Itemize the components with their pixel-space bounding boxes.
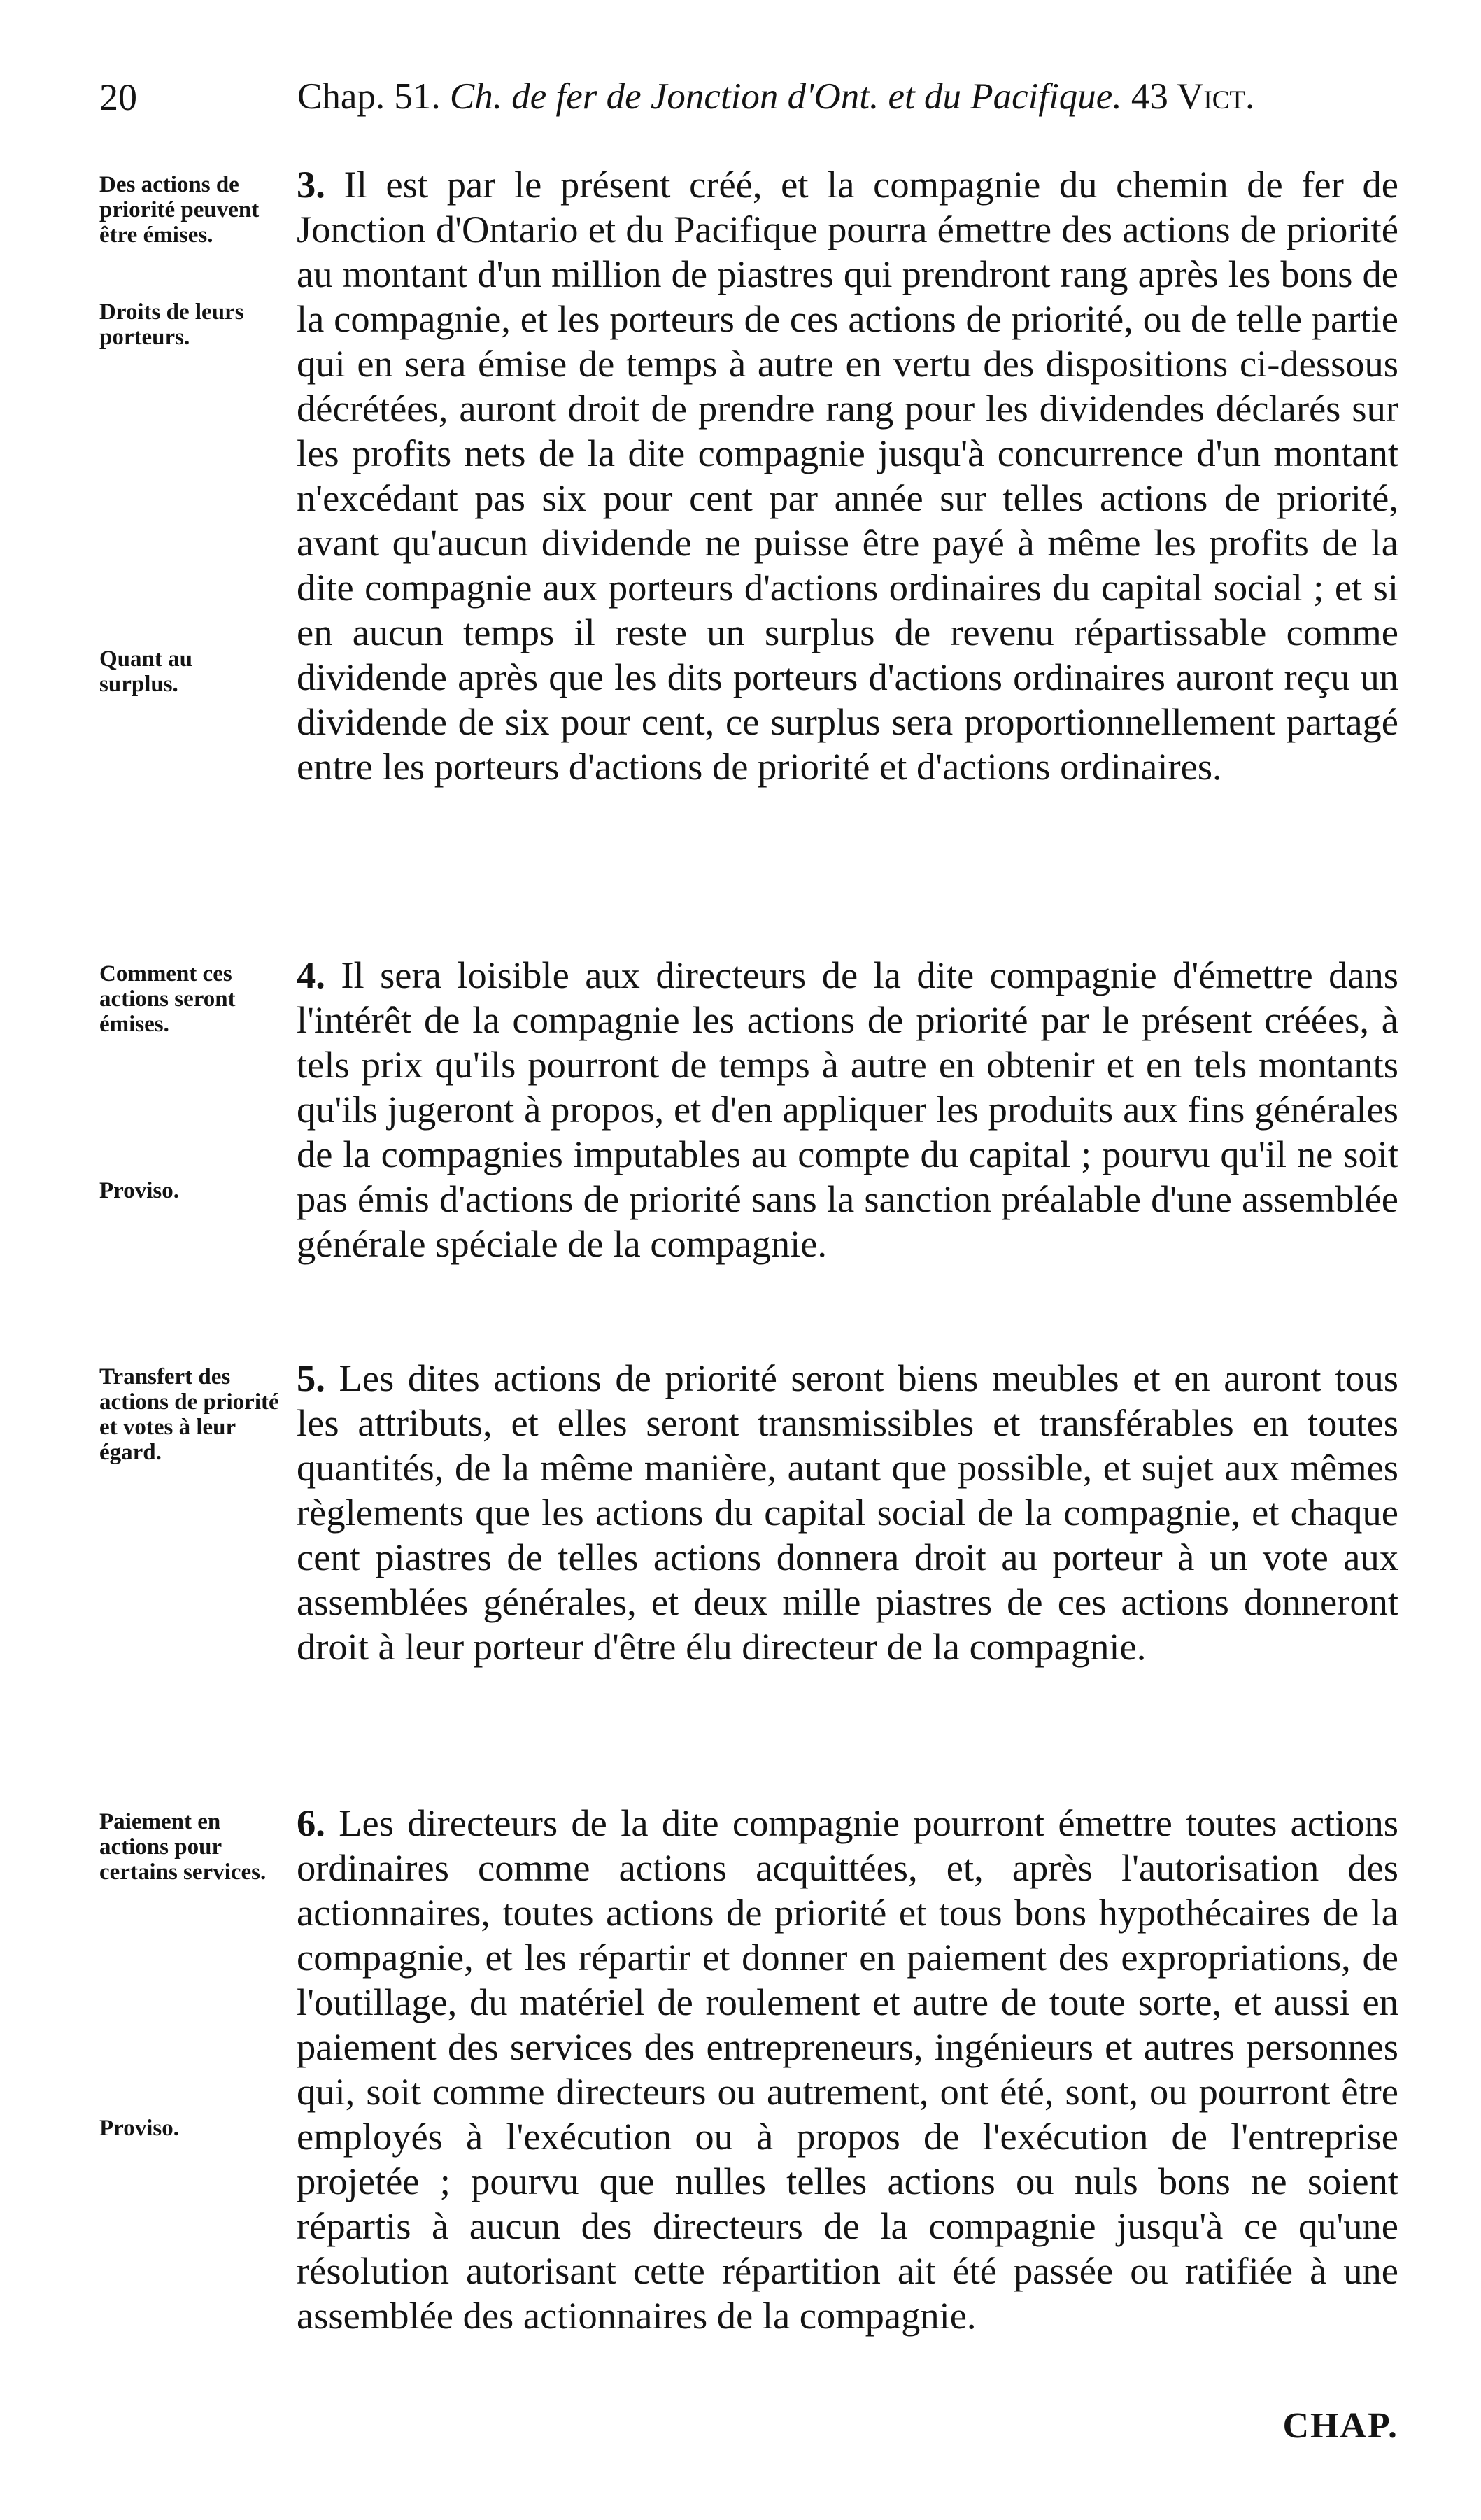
section-body: Les directeurs de la dite compagnie pourront émettre toutes actions ordinaires comme actions acquittées, et, après l'autorisation des actionnaires, toutes actions de priorité et tous bons hypothécaires de la compagnie, et les répartir et donner en paiement des expropriations, de l'outillage, du matériel de roulement et autre de toute sorte, et aussi en paiement des services des entrepreneurs, ingénieurs et autres personnes qui, soit comme directeurs ou autrement, ont été, sont, ou pourront être employés à l'exécution ou à propos de l'exécution de l'entreprise projetée ; pourvu que nulles telles actions ou nuls bons ne soient répartis à aucun des directeurs de la compagnie jusqu'à ce qu'une résolution autorisant cette répartition ait été passée ou ratifiée à une assemblée des actionnaires de la compagnie. bbox=[297, 1801, 1398, 2337]
section-body: Les dites actions de priorité seront biens meubles et en auront tous les attributs, et elles seront transmissibles et transférables en toutes quantités, de la même manière, autant que possible, et sujet aux mêmes règlements que les actions du capital social de la compagnie, et chaque cent piastres de telles actions donnera droit au porteur à un vote aux assemblées générales, et deux mille piastres de ces actions donneront droit à leur porteur d'être élu directeur de la compagnie. bbox=[297, 1357, 1399, 1668]
marginal-note: Des actions de priorité peuvent être émises. bbox=[99, 172, 260, 248]
page-number: 20 bbox=[99, 76, 137, 118]
section-text bbox=[297, 1356, 1398, 1669]
marginal-note: Droits de leurs porteurs. bbox=[99, 299, 244, 350]
section-5 bbox=[99, 1356, 1401, 1762]
running-title bbox=[297, 76, 1254, 118]
section-body: Il est par le présent créé, et la compagnie du chemin de fer de Jonction d'Ontario et du Pacifique pourra émettre des actions de priorité au montant d'un million de piastres qui prendront rang après les bons de la compagnie, et les porteurs de ces actions de priorité, ou de telle partie qui en sera émise de temps à autre en vertu des dispositions ci-dessous décrétées, auront droit de prendre rang pour les dividendes déclarés sur les profits nets de la dite compagnie jusqu'à concurrence d'un montant n'excédant pas six pour cent par année sur telles actions de priorité, avant qu'aucun dividende ne puisse être payé à même les profits de la dite compagnie aux porteurs d'actions ordinaires du capital social ; et si en aucun temps il reste un surplus de revenu répartissable comme dividende après que les dits porteurs d'actions ordinaires auront reçu un dividende de six pour cent, ce surplus sera proportionnellement partagé entre les porteurs d'actions de priorité et d'actions ordinaires. bbox=[297, 163, 1398, 788]
section-text bbox=[297, 953, 1398, 1266]
section-number: 5. bbox=[297, 1357, 325, 1399]
section-body: Il sera loisible aux directeurs de la dite compagnie d'émettre dans l'intérêt de la compagnie les actions de priorité par le présent créées, à tels prix qu'ils pourront de temps à autre en obtenir et en tels montants qu'ils jugeront à propos, et d'en appliquer les produits aux fins générales de la compagnies imputables au compte du capital ; pourvu qu'il ne soit pas émis d'actions de priorité sans la sanction préalable d'une assemblée générale spéciale de la compagnie. bbox=[297, 954, 1398, 1265]
act-title: Ch. de fer de Jonction d'Ont. et du Pacifique. bbox=[449, 76, 1122, 117]
chapter-label: Chap. 51. bbox=[297, 76, 441, 117]
section-number: 6. bbox=[297, 1801, 325, 1844]
regnal-year: 43 Vict. bbox=[1131, 76, 1255, 117]
section-6 bbox=[99, 1801, 1401, 2402]
section-4 bbox=[99, 953, 1401, 1317]
section-number: 4. bbox=[297, 954, 325, 996]
marginal-note: Transfert des actions de priorité et votes à leur égard. bbox=[99, 1364, 279, 1465]
marginal-note: Quant au surplus. bbox=[99, 646, 192, 697]
marginal-note: Paiement en actions pour certains services. bbox=[99, 1809, 267, 1885]
marginal-note: Comment ces actions seront émises. bbox=[99, 961, 236, 1037]
catchword: CHAP. bbox=[1282, 2406, 1398, 2446]
marginal-note: Proviso. bbox=[99, 1178, 179, 1203]
section-3 bbox=[99, 162, 1401, 904]
section-text bbox=[297, 1801, 1398, 2338]
section-number: 3. bbox=[297, 163, 325, 206]
section-text bbox=[297, 162, 1398, 789]
marginal-note: Proviso. bbox=[99, 2116, 179, 2141]
running-header bbox=[99, 76, 1401, 132]
